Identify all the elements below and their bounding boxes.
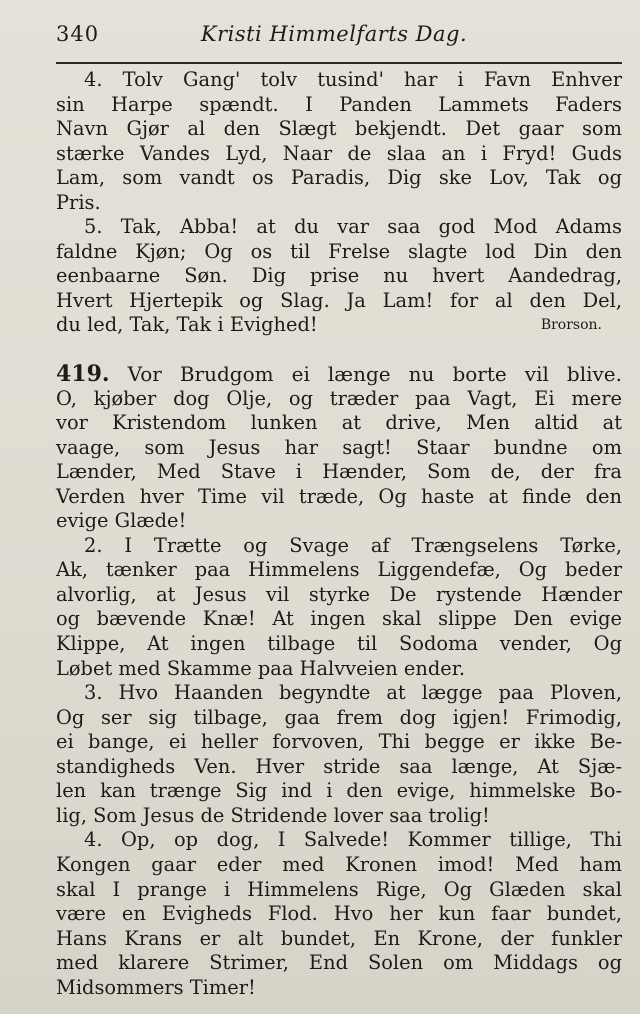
author-signature: Brorson.	[540, 317, 602, 334]
verse-line: være en Evigheds Flod. Hvo her kun faar bundet,	[56, 902, 622, 926]
hymn-419-verse-3	[56, 681, 622, 828]
hymn-419-verse-2	[56, 534, 622, 681]
hymn-number: 419.	[56, 361, 110, 388]
verse-line: faldne Kjøn; Og os til Frelse slagte lod Din den	[56, 239, 622, 263]
running-title: Kristi Himmelfarts Dag.	[200, 22, 468, 46]
verse-line: Hvert Hjertepik og Slag. Ja Lam! for al den Del,	[56, 288, 622, 312]
verse-line: 5. Tak, Abba! at du var saa god Mod Adams	[84, 215, 622, 239]
verse-line: Verden hver Time vil træde, Og haste at finde den	[56, 484, 622, 508]
hymn-419-verse-1	[56, 362, 622, 534]
verse-line: Ak, tænker paa Himmelens Liggendefæ, Og beder	[56, 558, 622, 582]
verse-line: Hans Krans er alt bundet, En Krone, der funkler	[56, 926, 622, 950]
verse-line: lig, Som Jesus de Stridende lover saa trolig!	[56, 803, 490, 827]
verse-line: Kongen gaar eder med Kronen imod! Med ham	[56, 852, 622, 876]
previous-hymn-verse-4	[56, 68, 622, 215]
hymn-text	[56, 68, 622, 1000]
verse-line: med klarere Strimer, End Solen om Middags og	[56, 951, 622, 975]
verse-line: Pris.	[56, 190, 101, 214]
previous-hymn-verse-5	[56, 215, 622, 338]
verse-line: vor Kristendom lunken at drive, Men altid at	[56, 411, 622, 435]
verse-line: sin Harpe spændt. I Panden Lammets Faders	[56, 92, 622, 116]
verse-line: 4. Tolv Gang' tolv tusind' har i Favn Enhver	[84, 68, 622, 91]
verse-line: standigheds Ven. Hver stride saa længe, At Sjæ-	[56, 754, 622, 778]
page-number: 340	[56, 22, 100, 46]
verse-line: Vor Brudgom ei længe nu borte vil blive.	[127, 362, 622, 387]
verse-line: O, kjøber dog Olje, og træder paa Vagt, Ei mere	[56, 386, 622, 410]
running-header	[56, 22, 622, 52]
verse-line: og bævende Knæ! At ingen skal slippe Den evige	[56, 607, 622, 631]
verse-line: 3. Hvo Haanden begyndte at lægge paa Ploven,	[84, 681, 622, 705]
verse-line: Klippe, At ingen tilbage til Sodoma vender, Og	[56, 632, 622, 656]
verse-line: vaage, som Jesus har sagt! Staar bundne om	[56, 435, 622, 459]
verse-line: Navn Gjør al den Slægt bekjendt. Det gaar som	[56, 117, 622, 141]
verse-line: eenbaarne Søn. Dig prise nu hvert Aandedrag,	[56, 264, 622, 288]
verse-line: 2. I Trætte og Svage af Trængselens Tørke,	[84, 533, 622, 557]
verse-line: len kan trænge Sig ind i den evige, himmelske Bo-	[56, 779, 622, 803]
verse-line: du led, Tak, Tak i Evighed!	[56, 313, 318, 337]
verse-line: 4. Op, op dog, I Salvede! Kommer tillige, Thi	[84, 828, 622, 852]
verse-line: Midsommers Timer!	[56, 975, 256, 999]
header-rule	[56, 62, 622, 64]
verse-line: skal I prange i Himmelens Rige, Og Glæden skal	[56, 877, 622, 901]
hymn-419-verse-4	[56, 828, 622, 1000]
verse-line: alvorlig, at Jesus vil styrke De rystende Hænder	[56, 582, 622, 606]
verse-line: Og ser sig tilbage, gaa frem dog igjen! Frimodig,	[56, 705, 622, 729]
verse-line: Lænder, Med Stave i Hænder, Som de, der fra	[56, 460, 622, 484]
verse-line: stærke Vandes Lyd, Naar de slaa an i Fryd! Guds	[56, 141, 622, 165]
verse-line: Lam, som vandt os Paradis, Dig ske Lov, Tak og	[56, 166, 622, 190]
verse-line: Løbet med Skamme paa Halvveien ender.	[56, 656, 466, 680]
verse-line: ei bange, ei heller forvoven, Thi begge er ikke Be-	[56, 730, 622, 754]
verse-line: evige Glæde!	[56, 509, 187, 533]
